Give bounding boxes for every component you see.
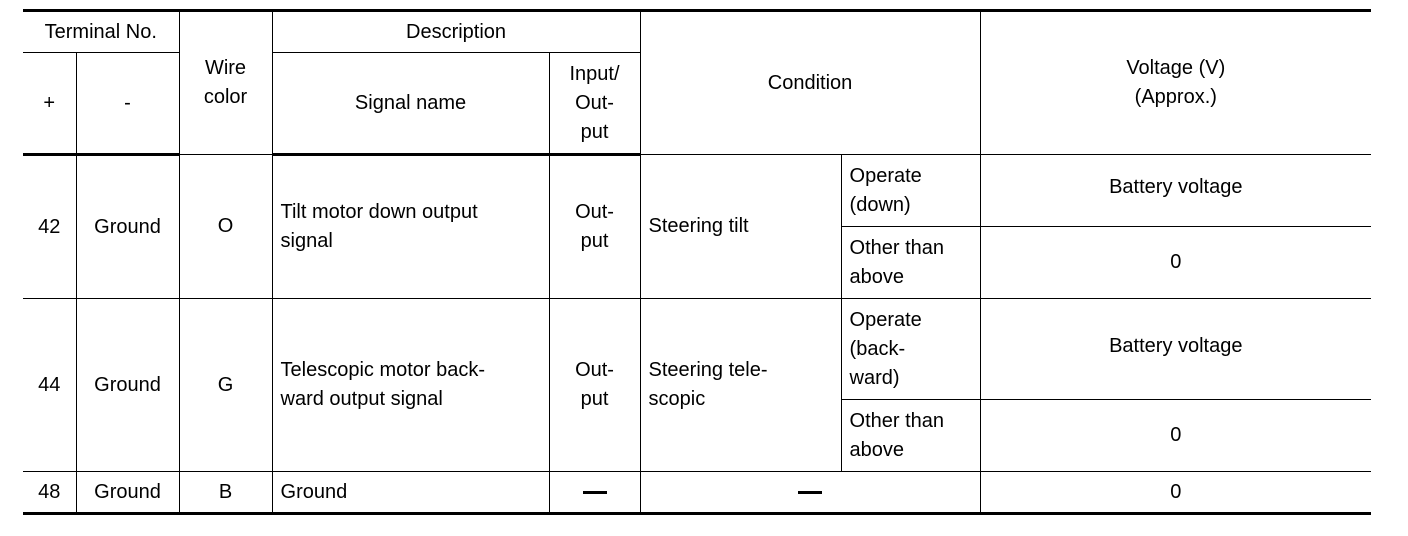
condition-state-cell (841, 227, 980, 299)
voltage-cell: Battery voltage (980, 299, 1371, 400)
minus-terminal-cell: Ground (76, 472, 179, 514)
input-output-header-line1: Input/ (569, 62, 620, 85)
condition-line2: scopic (648, 388, 706, 410)
input-output-cell (549, 472, 640, 514)
wire-color-header-line1: Wire (204, 57, 247, 79)
plus-terminal-cell: 44 (23, 299, 76, 472)
em-dash-icon (798, 491, 822, 494)
signal-name-line1: Telescopic motor back- (280, 359, 486, 381)
wire-color-cell: G (179, 299, 272, 472)
minus-terminal-cell: Ground (76, 155, 179, 299)
signal-name-line2: ward output signal (280, 388, 443, 410)
voltage-header-line2: (Approx.) (1134, 86, 1217, 108)
condition-state-cell (841, 299, 980, 400)
input-output-line1: Out- (575, 359, 614, 381)
voltage-cell: Battery voltage (980, 155, 1371, 227)
condition-state-line2: above (849, 265, 905, 288)
input-output-line2: put (580, 230, 609, 252)
terminal-no-header: Terminal No. (23, 11, 179, 53)
condition-line1: Steering tele- (648, 359, 768, 381)
table-row (23, 155, 1371, 227)
condition-header: Condition (640, 11, 980, 155)
condition-state-line3: ward) (849, 366, 900, 389)
input-output-cell (549, 155, 640, 299)
condition-state-cell (841, 400, 980, 472)
voltage-cell: 0 (980, 400, 1371, 472)
condition-line1: Steering tilt (648, 215, 749, 237)
condition-cell (640, 299, 841, 472)
condition-state-line1: Other than (849, 236, 945, 259)
wire-color-cell: O (179, 155, 272, 299)
condition-state-line2: (down) (849, 193, 911, 216)
wire-color-header (179, 11, 272, 155)
voltage-cell: 0 (980, 472, 1371, 514)
signal-name-cell: Ground (272, 472, 549, 514)
description-header: Description (272, 11, 640, 53)
voltage-header-line1: Voltage (V) (1126, 57, 1226, 79)
condition-cell (640, 155, 841, 299)
em-dash-icon (583, 491, 607, 494)
signal-name-cell (272, 155, 549, 299)
wire-color-cell: B (179, 472, 272, 514)
condition-cell (640, 472, 980, 514)
condition-state-cell (841, 155, 980, 227)
input-output-header (549, 53, 640, 155)
signal-name-header: Signal name (272, 53, 549, 155)
input-output-header-line3: put (580, 120, 609, 143)
wire-color-header-line2: color (203, 86, 248, 108)
condition-state-line1: Operate (849, 308, 922, 331)
signal-name-line2: signal (280, 230, 333, 252)
voltage-cell: 0 (980, 227, 1371, 299)
plus-terminal-cell: 48 (23, 472, 76, 514)
signal-name-cell (272, 299, 549, 472)
input-output-line2: put (580, 388, 609, 410)
voltage-header (980, 11, 1371, 155)
condition-state-line1: Other than (849, 409, 945, 432)
minus-terminal-header: - (76, 53, 179, 155)
table-row (23, 299, 1371, 400)
signal-name-line1: Tilt motor down output (280, 201, 478, 223)
input-output-line1: Out- (575, 201, 614, 223)
plus-terminal-cell: 42 (23, 155, 76, 299)
table-row (23, 472, 1371, 514)
condition-state-line1: Operate (849, 164, 922, 187)
plus-terminal-header: + (23, 53, 76, 155)
input-output-header-line2: Out- (575, 91, 614, 114)
terminal-spec-table (23, 9, 1371, 515)
condition-state-line2: above (849, 438, 905, 461)
condition-state-line2: (back- (849, 337, 906, 360)
input-output-cell (549, 299, 640, 472)
minus-terminal-cell: Ground (76, 299, 179, 472)
